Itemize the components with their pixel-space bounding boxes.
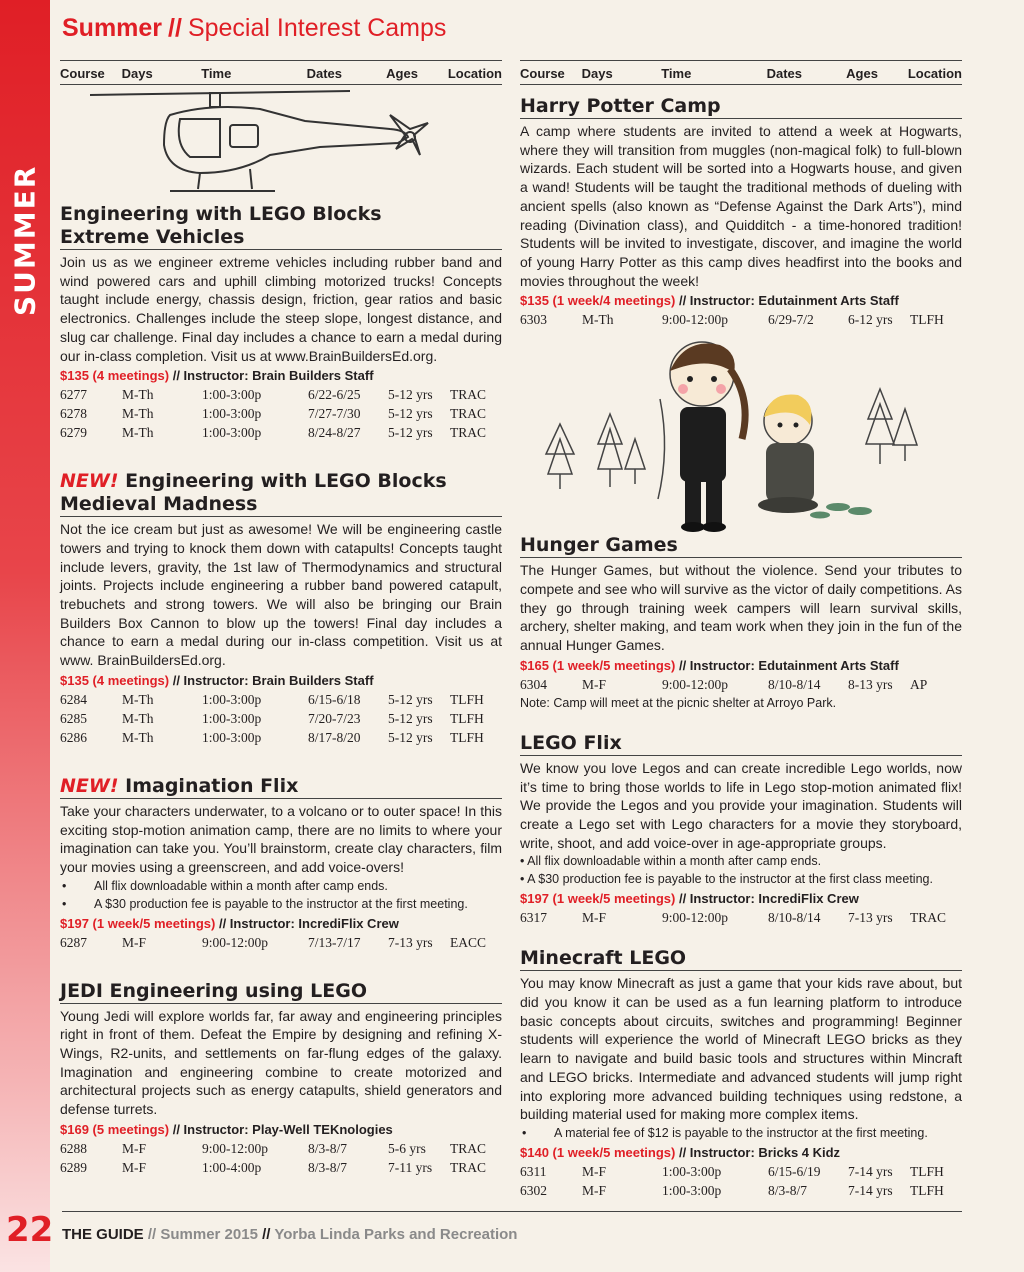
row-location: TRAC <box>450 406 487 422</box>
row-location: TLFH <box>450 691 484 707</box>
row-days: M-Th <box>582 312 614 328</box>
row-days: M-F <box>122 1140 147 1156</box>
price-line <box>60 915 502 933</box>
instructor: // Instructor: Bricks 4 Kidz <box>675 1144 841 1160</box>
note-bullet: • All flix downloadable within a month after camp ends. <box>60 877 502 895</box>
row-course-number: 6289 <box>60 1159 87 1175</box>
row-days: M-F <box>582 676 607 692</box>
row-ages: 6-12 yrs <box>848 312 893 328</box>
helicopter-illustration <box>60 85 502 203</box>
row-course-number: 6284 <box>60 691 87 707</box>
header-days: Days <box>581 66 613 81</box>
sidebar-label: SUMMER <box>8 164 42 316</box>
course-description: You may know Minecraft as just a game that your kids rave about, but did you know it can be used as a fun learning platform to introduce basic concepts about circuits, switches and programming! Beginner students will experience the world of Minecraft LEGO bricks as they learn to navigate and build basic tools and structures within Mincraft and LEGO bricks. Intermediate and advanced students will jump right into exploring more advanced building techniques using redstone, a building material used for making more complex items. <box>520 975 962 1123</box>
table-row <box>520 310 962 329</box>
footer-sep: // <box>143 1226 161 1243</box>
row-days: M-F <box>122 1159 147 1175</box>
instructor: // Instructor: Edutainment Arts Staff <box>675 293 899 309</box>
footer-sep: // <box>257 1226 275 1243</box>
table-row <box>60 385 502 404</box>
course-harry-potter <box>520 95 962 329</box>
header-dates: Dates <box>766 66 803 81</box>
table-row <box>520 675 962 694</box>
new-badge: NEW! <box>60 470 119 493</box>
header-course: Course <box>60 66 105 81</box>
price-line <box>520 890 962 908</box>
course-imagination-flix <box>60 775 502 952</box>
row-course-number: 6279 <box>60 425 87 441</box>
row-ages: 5-12 yrs <box>388 729 433 745</box>
price-line <box>60 367 502 385</box>
row-dates: 7/27-7/30 <box>308 406 361 422</box>
row-course-number: 6288 <box>60 1140 87 1156</box>
course-title: Harry Potter Camp <box>520 95 962 119</box>
price: $197 (1 week/5 meetings) <box>520 891 676 907</box>
price: $135 (4 meetings) <box>60 672 170 688</box>
row-dates: 8/10-8/14 <box>768 910 821 926</box>
row-dates: 6/15-6/19 <box>768 1163 821 1179</box>
header-ages: Ages <box>386 66 418 81</box>
right-column <box>520 60 962 1200</box>
course-description: Not the ice cream but just as awesome! We will be engineering castle towers and trying to knock them down with catapults! Concepts taught include levers, gravity, the 1st law of Thermodynamics and structural joints. Projects include engineering a rubber band powered catapult, trebuchets and strong towers. We will also be bringing our Brain Builders Box Cannon to blow up the towers! Final day includes a chance to earn a medal during our in-class competition. Visit us at www. BrainBuildersEd.org. <box>60 521 502 669</box>
left-column <box>60 60 502 1177</box>
row-time: 1:00-3:00p <box>202 729 262 745</box>
course-title: Minecraft LEGO <box>520 947 962 971</box>
row-days: M-F <box>582 1182 607 1198</box>
note-bullet: • All flix downloadable within a month after camp ends. <box>520 854 822 869</box>
row-course-number: 6287 <box>60 934 87 950</box>
row-time: 9:00-12:00p <box>662 676 728 692</box>
row-course-number: 6311 <box>520 1163 547 1179</box>
price: $197 (1 week/5 meetings) <box>60 915 216 931</box>
course-medieval-madness <box>60 470 502 747</box>
row-ages: 5-12 yrs <box>388 691 433 707</box>
row-dates: 8/3-8/7 <box>768 1182 807 1198</box>
row-dates: 6/22-6/25 <box>308 387 361 403</box>
row-location: TLFH <box>910 1182 944 1198</box>
row-ages: 5-12 yrs <box>388 425 433 441</box>
course-title <box>60 203 502 250</box>
row-course-number: 6286 <box>60 729 87 745</box>
row-ages: 5-6 yrs <box>388 1140 426 1156</box>
course-title-line2: Medieval Madness <box>60 493 258 516</box>
row-course-number: 6302 <box>520 1182 547 1198</box>
footer-guide: THE GUIDE <box>62 1226 144 1243</box>
row-days: M-F <box>582 1163 607 1179</box>
row-dates: 8/3-8/7 <box>308 1159 347 1175</box>
course-description: A camp where students are invited to attend a week at Hogwarts, where they will transition from muggles (non-magical folk) to full-blown wizards. Each student will be sorted into a Hogwarts house, and given a wand! Students will be taught the traditional methods of dueling with ancient spells (also known as “Defense Against the Dark Arts”), mind reading (Divination class), and Quidditch - a time-honored tradition! Students will be invited to investigate, discover, and imagine the world of young Harry Potter as this camp dives headfirst into the books and movies throughout the week! <box>520 123 962 289</box>
course-lego-flix <box>520 732 962 928</box>
table-row <box>520 1181 962 1200</box>
course-description: The Hunger Games, but without the violence. Send your tributes to compete and see who will survive as the victor of daily competitions. As they go through training week campers will learn survival skills, archery, shelter making, and team work when they join in the fun of the annual Hunger Games. <box>520 562 962 654</box>
row-ages: 5-12 yrs <box>388 710 433 726</box>
row-location: TRAC <box>910 910 947 926</box>
course-title-line2: Extreme Vehicles <box>60 226 245 248</box>
course-title: LEGO Flix <box>520 732 962 756</box>
table-row <box>60 404 502 423</box>
row-location: TRAC <box>450 425 487 441</box>
row-time: 1:00-3:00p <box>202 425 262 441</box>
row-dates: 8/24-8/27 <box>308 425 361 441</box>
note-bullet: • A $30 production fee is payable to the instructor at the first meeting. <box>60 895 502 913</box>
row-course-number: 6317 <box>520 910 547 926</box>
row-ages: 5-12 yrs <box>388 387 433 403</box>
footer-org: Yorba Linda Parks and Recreation <box>274 1226 518 1243</box>
page-title <box>62 14 446 43</box>
row-days: M-Th <box>122 406 154 422</box>
row-location: TLFH <box>450 710 484 726</box>
new-badge: NEW! <box>60 774 119 797</box>
row-days: M-F <box>122 934 147 950</box>
note-bullet: • A $30 production fee is payable to the instructor at the first class meeting. <box>520 872 933 887</box>
row-course-number: 6278 <box>60 406 87 422</box>
row-days: M-Th <box>122 710 154 726</box>
instructor: // Instructor: Edutainment Arts Staff <box>675 657 899 673</box>
row-ages: 7-13 yrs <box>848 910 893 926</box>
row-time: 1:00-3:00p <box>202 406 262 422</box>
footer-divider <box>62 1211 962 1212</box>
row-location: AP <box>910 676 928 692</box>
row-dates: 6/29-7/2 <box>768 312 814 328</box>
table-row <box>60 690 502 709</box>
price: $135 (4 meetings) <box>60 368 170 384</box>
hunger-games-characters-illustration <box>520 329 962 534</box>
row-location: TRAC <box>450 1140 487 1156</box>
row-time: 1:00-3:00p <box>662 1163 722 1179</box>
price-line <box>60 1121 502 1139</box>
row-course-number: 6303 <box>520 312 547 328</box>
header-days: Days <box>121 66 153 81</box>
row-time: 9:00-12:00p <box>662 312 728 328</box>
row-days: M-Th <box>122 387 154 403</box>
header-time: Time <box>661 66 692 81</box>
row-days: M-Th <box>122 729 154 745</box>
table-row <box>60 709 502 728</box>
schedule-table <box>60 690 502 747</box>
schedule-table <box>520 1162 962 1200</box>
course-description: Take your characters underwater, to a volcano or to outer space! In this exciting stop-motion animation camp, there are no limits to where your imagination can take you. You’ll brainstorm, create clay characters, film your movies using a greenscreen, and add voice-overs! <box>60 802 502 875</box>
row-ages: 8-13 yrs <box>848 676 893 692</box>
price-line <box>60 672 502 690</box>
footer-season: Summer 2015 <box>160 1226 258 1243</box>
table-row <box>60 1139 502 1158</box>
header-time: Time <box>201 66 232 81</box>
course-hunger-games <box>520 534 962 712</box>
row-time: 1:00-3:00p <box>662 1182 722 1198</box>
row-location: EACC <box>450 934 487 950</box>
row-days: M-Th <box>122 425 154 441</box>
page-number: 22 <box>6 1210 54 1250</box>
table-row <box>60 423 502 442</box>
schedule-table <box>520 908 962 927</box>
row-course-number: 6277 <box>60 387 87 403</box>
schedule-table <box>520 310 962 329</box>
instructor: // Instructor: Brain Builders Staff <box>169 368 374 384</box>
page-title-rest: Special Interest Camps <box>187 14 447 42</box>
row-dates: 7/13-7/17 <box>308 934 361 950</box>
course-title: Hunger Games <box>520 534 962 558</box>
table-row <box>520 908 962 927</box>
row-days: M-Th <box>122 691 154 707</box>
table-row <box>60 728 502 747</box>
row-ages: 5-12 yrs <box>388 406 433 422</box>
row-ages: 7-14 yrs <box>848 1163 893 1179</box>
schedule-table <box>60 933 502 952</box>
instructor: // Instructor: IncrediFlix Crew <box>215 915 399 931</box>
row-dates: 8/17-8/20 <box>308 729 361 745</box>
course-description: Join us as we engineer extreme vehicles including rubber band and wind powered cars and uphill climbing motorized trucks! Concepts taught include energy, chassis design, friction, gear ratios and basic electronics. Challenges include the steep slope, longest distance, and slug car challenge. Final day includes a chance to earn a medal during our in-class completion. Visit us at www.BrainBuildersEd.org. <box>60 254 502 364</box>
course-title: JEDI Engineering using LEGO <box>60 980 502 1004</box>
footer <box>62 1226 517 1243</box>
row-time: 9:00-12:00p <box>202 934 268 950</box>
price-line <box>520 1144 962 1162</box>
schedule-table <box>60 385 502 442</box>
instructor: // Instructor: Play-Well TEKnologies <box>169 1121 393 1137</box>
header-course: Course <box>520 66 565 81</box>
row-course-number: 6304 <box>520 676 547 692</box>
row-time: 1:00-4:00p <box>202 1159 262 1175</box>
price: $140 (1 week/5 meetings) <box>520 1144 676 1160</box>
row-time: 9:00-12:00p <box>662 910 728 926</box>
row-dates: 8/3-8/7 <box>308 1140 347 1156</box>
row-time: 9:00-12:00p <box>202 1140 268 1156</box>
page-title-separator: // <box>168 14 182 42</box>
row-location: TRAC <box>450 1159 487 1175</box>
course-title <box>60 470 502 517</box>
course-note: Note: Camp will meet at the picnic shelter at Arroyo Park. <box>520 695 837 710</box>
row-dates: 8/10-8/14 <box>768 676 821 692</box>
row-location: TLFH <box>910 312 944 328</box>
table-row <box>60 1158 502 1177</box>
row-ages: 7-14 yrs <box>848 1182 893 1198</box>
row-ages: 7-13 yrs <box>388 934 433 950</box>
row-time: 1:00-3:00p <box>202 691 262 707</box>
table-header <box>60 60 502 85</box>
row-days: M-F <box>582 910 607 926</box>
course-extreme-vehicles <box>60 203 502 442</box>
row-location: TRAC <box>450 387 487 403</box>
price-line <box>520 657 962 675</box>
note-bullet: • A material fee of $12 is payable to the instructor at the first meeting. <box>520 1124 962 1142</box>
row-time: 1:00-3:00p <box>202 387 262 403</box>
header-location: Location <box>447 66 502 81</box>
row-dates: 7/20-7/23 <box>308 710 361 726</box>
header-dates: Dates <box>306 66 343 81</box>
schedule-table <box>520 675 962 694</box>
row-location: TLFH <box>910 1163 944 1179</box>
course-title-text: Imagination Flix <box>125 774 299 797</box>
table-header <box>520 60 962 85</box>
price: $135 (1 week/4 meetings) <box>520 293 676 309</box>
price: $169 (5 meetings) <box>60 1121 170 1137</box>
row-time: 1:00-3:00p <box>202 710 262 726</box>
instructor: // Instructor: IncrediFlix Crew <box>675 891 859 907</box>
price: $165 (1 week/5 meetings) <box>520 657 676 673</box>
header-ages: Ages <box>846 66 878 81</box>
course-minecraft-lego <box>520 947 962 1200</box>
course-title <box>60 775 502 799</box>
course-description: We know you love Legos and can create incredible Lego worlds, now it’s time to bring those worlds to life in Lego stop-motion animated flix! We provide the Legos and you provide your imagination. Students will create a Lego set with Lego characters for a movie they storyboard, write, shoot, and add voice-over in age-appropriate groups. <box>520 759 962 851</box>
price-line <box>520 292 962 310</box>
row-location: TLFH <box>450 729 484 745</box>
page-title-bold: Summer <box>62 14 163 42</box>
course-jedi-engineering <box>60 980 502 1177</box>
sidebar <box>0 0 54 1272</box>
course-title-line1: Engineering with LEGO Blocks <box>125 470 447 493</box>
course-description: Young Jedi will explore worlds far, far away and engineering principles right in front of them. Defeat the Empire by designing and refining X-Wings, R2-units, and settlements on far-flung edges of the galaxy. Imagination and engineering combine to create motorized and architectural projects such as energy catapults, shield generators and defense turrets. <box>60 1007 502 1118</box>
table-row <box>60 933 502 952</box>
header-location: Location <box>907 66 962 81</box>
instructor: // Instructor: Brain Builders Staff <box>169 672 374 688</box>
table-row <box>520 1162 962 1181</box>
row-course-number: 6285 <box>60 710 87 726</box>
row-ages: 7-11 yrs <box>388 1159 433 1175</box>
schedule-table <box>60 1139 502 1177</box>
course-title-line1: Engineering with LEGO Blocks <box>60 203 382 225</box>
row-dates: 6/15-6/18 <box>308 691 361 707</box>
